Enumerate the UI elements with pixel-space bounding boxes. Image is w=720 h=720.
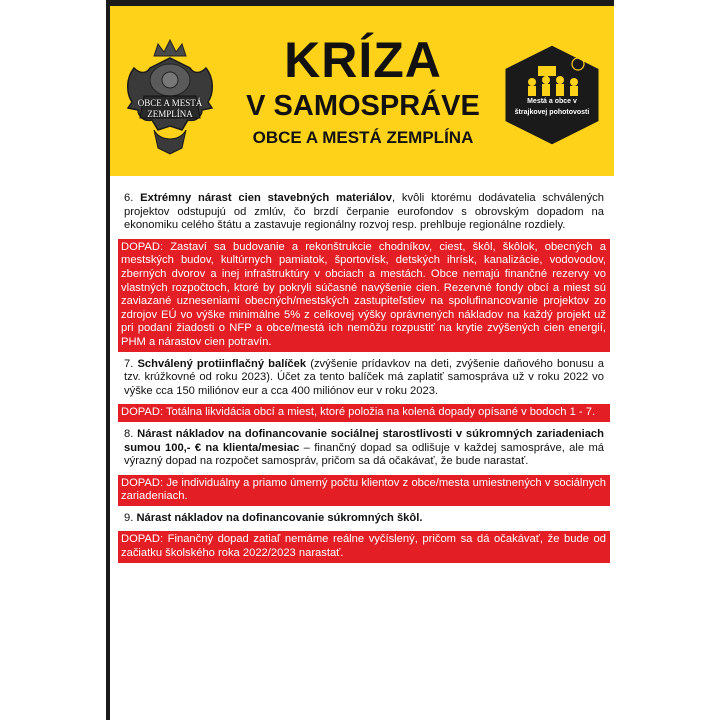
crest-text-line-2: ZEMPLÍNA <box>147 109 193 119</box>
strike-badge <box>498 40 606 150</box>
item-heading: Nárast nákladov na dofinancovanie súkromných škôl. <box>136 511 423 524</box>
zemplin-crest-logo <box>124 38 216 156</box>
hexagon-protest-icon <box>498 40 606 150</box>
page-title: KRÍZA <box>284 32 442 88</box>
crest-banner-text <box>124 98 216 120</box>
dopad-box-7: DOPAD: Totálna likvidácia obcí a miest, ktoré položia na kolená dopady opísané v bodoch 1 - 7. <box>118 404 610 422</box>
dopad-box-6: DOPAD: Zastaví sa budovanie a rekonštrukcie chodníkov, ciest, škôl, škôlok, obecných a mestských budov, kultúrnych pamiatok, športovísk, detských ihrísk, kanalizácie, vodovodov, zberných dvorov a inej infraštruktúry v obciach a mestách. Obce nemajú finančné rezervy vo vlastných rozpočtoch, ktoré by pokryli súčasné navýšenie cien. Rezervné fondy obcí a miest sú zaviazané uzneseniami obecných/mestských zastupiteľstiev na spolufinancovanie projektov zo zdrojov EÚ vo výške minimálne 5% z celkovej výšky oprávnených nákladov na každý projekt už pri podaní žiadosti o NFP a obce/mestá ich nemôžu rozpustiť na krytie zvýšených cien energií, PHM a nárastov cien potravín. <box>118 239 610 352</box>
item-heading: Schválený protiinflačný balíček <box>137 357 307 370</box>
badge-text <box>512 96 592 118</box>
item-number: 9. <box>124 511 137 524</box>
page-subtitle: V SAMOSPRÁVE <box>246 90 480 122</box>
item-text: (zvýšenie prídavkov na deti, zvýšenie daňového bonusu a tzv. krúžkovné od roku 2023). Účet za tento balíček má zaplatiť samospráva už v roku 2022 vo výške cca 150 miliónov eur a cca 400 miliónov eur v roku 2023. <box>124 357 604 397</box>
header-top-line <box>110 0 614 6</box>
item-number: 7. <box>124 357 138 370</box>
badge-text-line-2: štrajkovej pohotovosti <box>514 109 590 116</box>
item-text: – finančný dopad sa odlišuje v každej samospráve, ale má výrazný dopad na rozpočet samospráv, pričom sa dá očakávať, že bude narastať. <box>124 441 604 468</box>
item-text: , kvôli ktorému dodávatelia schválených projektov odstupujú od zmlúv, čo brzdí čerpanie eurofondov s obrovským dopadom na ekonomiku celého štátu a zastavuje regionálny rozvoj resp. prehlbuje regionálne rozdiely. <box>124 192 604 232</box>
badge-text-line-1: Mestá a obce v <box>527 98 577 105</box>
item-8 <box>124 428 604 469</box>
crest-icon <box>124 38 216 156</box>
header-banner <box>110 0 614 176</box>
item-number: 8. <box>124 427 138 440</box>
item-7 <box>124 358 604 399</box>
item-6 <box>124 192 604 233</box>
item-9 <box>124 512 604 526</box>
item-number: 6. <box>124 192 141 204</box>
item-heading: Nárast nákladov na dofinancovanie sociálnej starostlivosti v súkromných zariadeniach sumou 100,- € na klienta/mesiac <box>124 427 604 454</box>
dopad-box-8: DOPAD: Je individuálny a priamo úmerný počtu klientov z obce/mesta umiestnených v sociálnych zariadeniach. <box>118 475 610 506</box>
page-subtitle-2: OBCE A MESTÁ ZEMPLÍNA <box>252 128 474 147</box>
item-heading: Extrémny nárast cien stavebných materiálov <box>140 192 392 204</box>
poster <box>106 0 614 720</box>
content-body <box>121 192 606 569</box>
crest-text-line-1: OBCE A MESTÁ <box>137 98 203 108</box>
dopad-box-9: DOPAD: Finančný dopad zatiaľ nemáme reálne vyčíslený, pričom sa dá očakávať, že bude od začiatku školského roka 2022/2023 narastať. <box>118 531 610 562</box>
